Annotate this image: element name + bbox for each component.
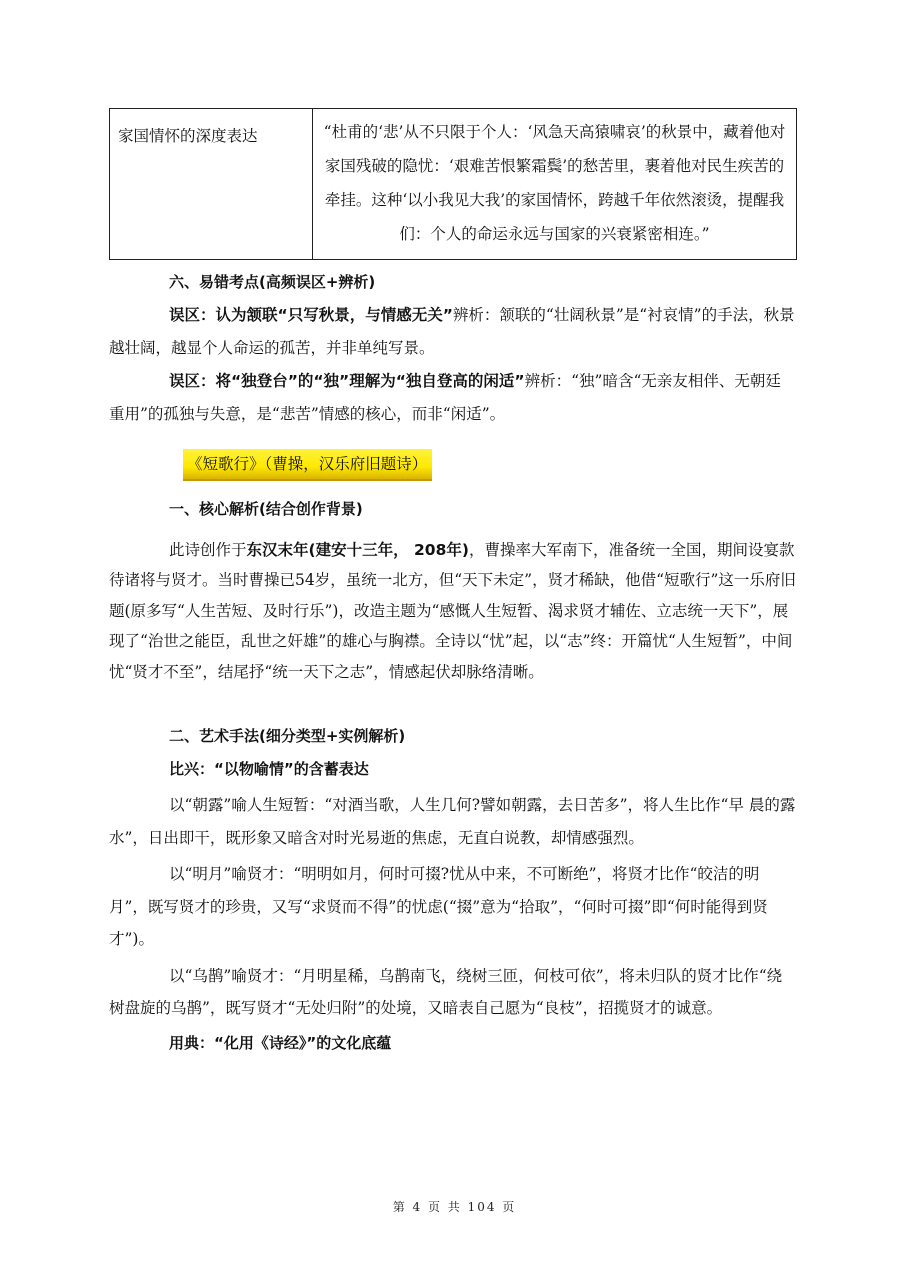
table-row [110, 109, 797, 260]
art-paragraph-1: 以“朝露”喻人生短暂：“对酒当歌，人生几何?譬如朝露，去日苦多”，将人生比作“早 晨的露水”，日出即干，既形象又暗含对时光易逝的焦虑，无直白说教，却情感强烈。 [109, 796, 796, 847]
page-footer: 第 4 页 共 104 页 [392, 1200, 517, 1214]
art-sub-heading-2: 用典：“化用《诗经》”的文化底蕴 [169, 1033, 392, 1052]
analysis-table [109, 108, 797, 260]
error-item-2 [109, 365, 796, 431]
art-sub-heading-1: 比兴：“以物喻情”的含蓄表达 [169, 759, 369, 778]
table-content-cell: “杜甫的‘悲’从不只限于个人：‘风急天高猿啸哀’的秋景中，藏着他对家国残破的隐忧：‘艰难苦恨繁霜鬓’的愁苦里，裹着他对民生疾苦的牵挂。这种‘以小我见大我’的家国情怀，跨越千年依然滚烫，提醒我们：个人的命运永远与国家的兴衰紧密相连。” [313, 109, 797, 260]
art-section [109, 720, 796, 1059]
core-paragraph [109, 535, 796, 688]
table-label-cell: 家国情怀的深度表达 [110, 109, 313, 260]
art-paragraph-3: 以“乌鹊”喻贤才：“月明星稀，乌鹊南飞，绕树三匝，何枝可依”，将未归队的贤才比作“绕树盘旋的乌鹊”，既写贤才“无处归附”的处境，又暗表自己愿为“良枝”，招揽贤才的诚意。 [109, 966, 783, 1017]
error-item-2-text: 辨析：“独”暗含“无亲友相伴、无朝廷重用”的孤独与失意，是“悲苦”情感的核心，而非“闲适”。 [109, 372, 781, 423]
core-lead: 此诗创作于 [169, 540, 247, 559]
core-rest: ，曹操率大军南下，准备统一全国，期间设宴款待诸将与贤才。当时曹操已54岁，虽统一北方，但“天下未定”，贤才稀缺，他借“短歌行”这一乐府旧题(原多写“人生苦短、及时行乐”)，改造主题为“感慨人生短暂、渴求贤才辅佐、立志统一天下”，展现了“治世之能臣，乱世之奸雄”的雄心与胸襟。全诗以“忧”起，以“志”终：开篇忧“人生短暂”，中间忧“贤才不至”，结尾抒“统一天下之志”，情感起伏却脉络清晰。 [109, 540, 796, 681]
art-paragraph-2: 以“明月”喻贤才：“明明如月，何时可掇?忧从中来，不可断绝”，将贤才比作“皎洁的明月”，既写贤才的珍贵，又写“求贤而不得”的忧虑(“掇”意为“拾取”，“何时可掇”即“何时能得到贤才”)。 [109, 865, 768, 948]
error-section [109, 266, 796, 431]
poem-title: 《短歌行》（曹操，汉乐府旧题诗） [187, 455, 428, 473]
error-item-1 [109, 299, 796, 365]
core-heading: 一、核心解析(结合创作背景) [169, 500, 363, 518]
core-section [109, 494, 796, 687]
poem-title-banner [183, 449, 432, 479]
error-heading: 六、易错考点(高频误区+辨析) [169, 273, 376, 291]
core-bold-date: 东汉末年(建安十三年， 208年) [246, 540, 469, 559]
error-item-1-text: 辨析：颔联的“壮阔秋景”是“衬哀情”的手法，秋景越壮阔，越显个人命运的孤苦，并非单纯写景。 [109, 306, 795, 357]
error-item-1-label: 误区：认为颔联“只写秋景，与情感无关” [169, 306, 453, 324]
error-item-2-label: 误区：将“独登台”的“独”理解为“独自登高的闲适” [169, 372, 525, 390]
art-heading: 二、艺术手法(细分类型+实例解析) [169, 727, 406, 745]
